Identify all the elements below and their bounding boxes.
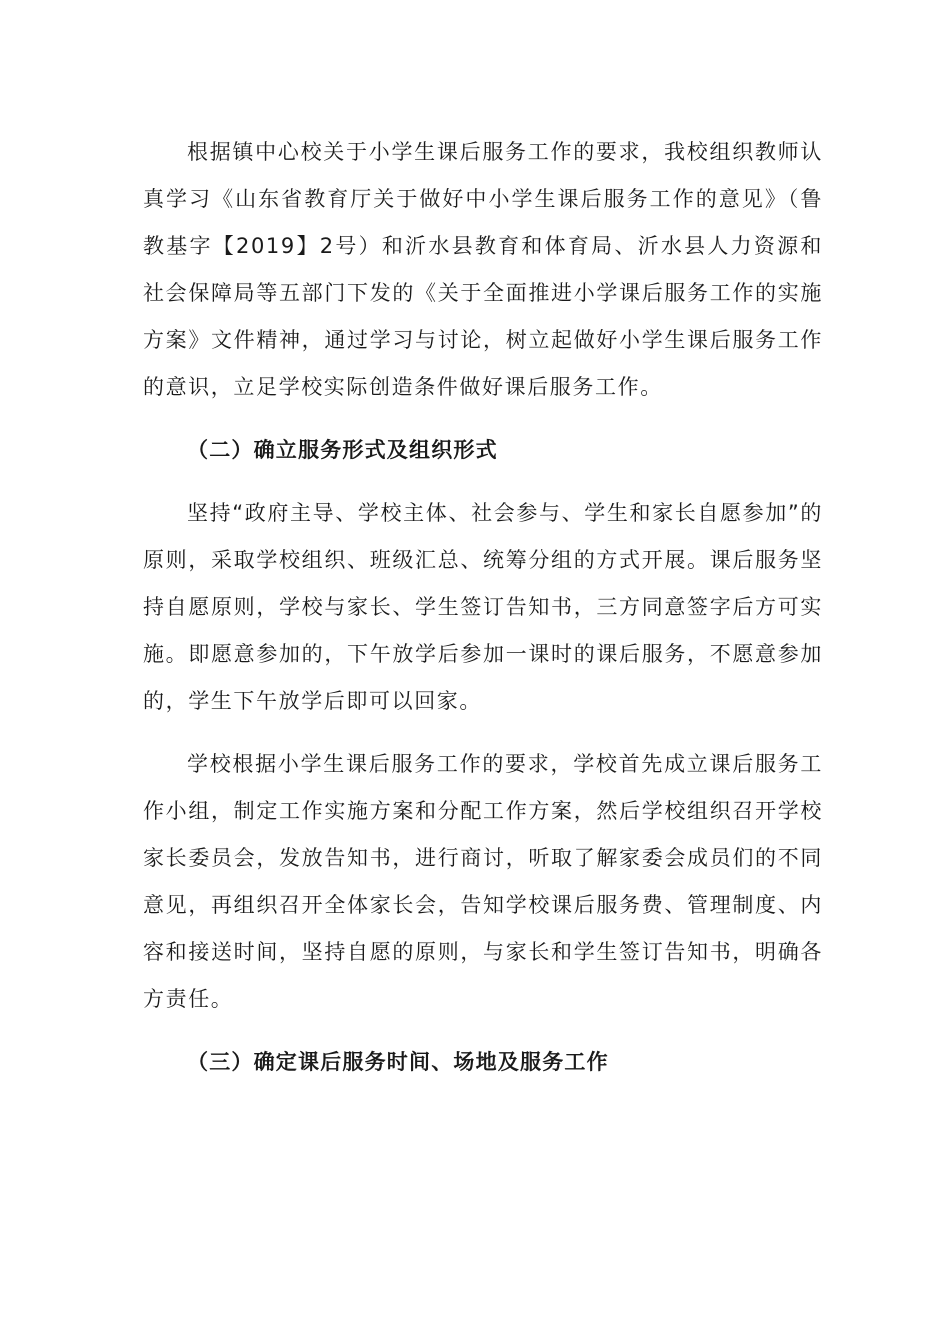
section-heading-service-form: （二）确立服务形式及组织形式 xyxy=(187,438,498,462)
document-body xyxy=(143,129,823,1102)
section-heading-service-time: （三）确定课后服务时间、场地及服务工作 xyxy=(187,1050,609,1074)
paragraph-study-requirements: 根据镇中心校关于小学生课后服务工作的要求，我校组织教师认真学习《山东省教育厅关于做好中小学生课后服务工作的意见》（鲁教基字【2019】2号）和沂水县教育和体育局、沂水县人力资源和社会保障局等五部门下发的《关于全面推进小学课后服务工作的实施方案》文件精神，通过学习与讨论，树立起做好小学生课后服务工作的意识，立足学校实际创造条件做好课后服务工作。 xyxy=(143,140,823,399)
paragraph-service-organization: 学校根据小学生课后服务工作的要求，学校首先成立课后服务工作小组，制定工作实施方案和分配工作方案，然后学校组织召开学校家长委员会，发放告知书，进行商讨，听取了解家委会成员们的不同意见，再组织召开全体家长会，告知学校课后服务费、管理制度、内容和接送时间，坚持自愿的原则，与家长和学生签订告知书，明确各方责任。 xyxy=(143,752,823,1011)
paragraph-service-principle: 坚持“政府主导、学校主体、社会参与、学生和家长自愿参加”的原则，采取学校组织、班级汇总、统筹分组的方式开展。课后服务坚持自愿原则，学校与家长、学生签订告知书，三方同意签字后方可实施。即愿意参加的，下午放学后参加一课时的课后服务，不愿意参加的，学生下午放学后即可以回家。 xyxy=(143,501,823,713)
